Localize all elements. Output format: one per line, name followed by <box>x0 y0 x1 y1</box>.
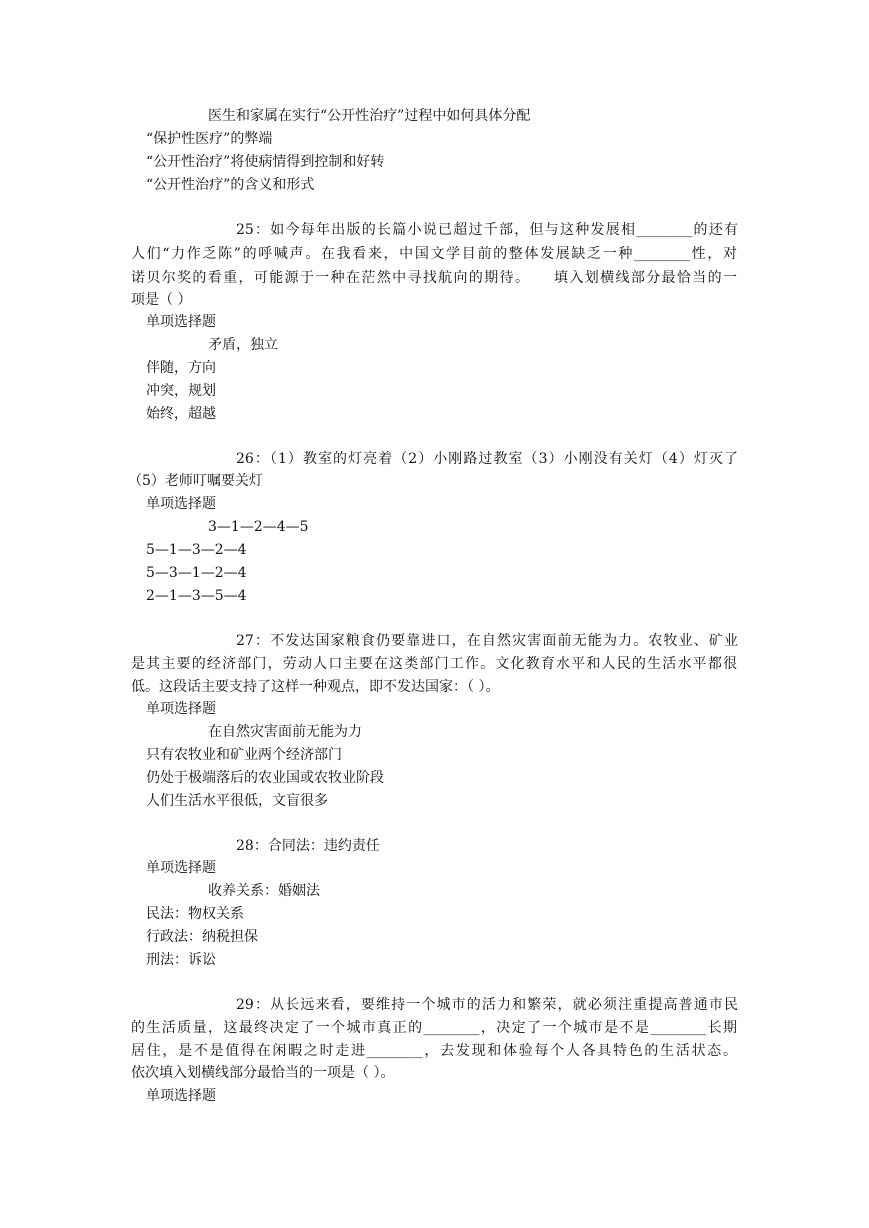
q25-stem-line-4: 项是（ ） <box>131 292 192 308</box>
q29-stem-line-2: 的生活质量，这最终决定了一个城市真正的________，决定了一个城市是不是________长期 <box>131 1020 737 1036</box>
q28-option-d: 刑法：诉讼 <box>146 952 216 968</box>
q29-question-type: 单项选择题 <box>146 1088 216 1104</box>
q26-stem-line-1: 26：（1）教室的灯亮着（2）小刚路过教室（3）小刚没有关灯（4）灯灭了 <box>236 451 738 467</box>
q25-option-b: 伴随，方向 <box>146 360 216 376</box>
q25-option-a: 矛盾，独立 <box>208 337 278 353</box>
q26-option-b: 5—1—3—2—4 <box>146 542 247 558</box>
q26-option-a: 3—1—2—4—5 <box>208 519 309 535</box>
q28-option-b: 民法：物权关系 <box>146 906 244 922</box>
q27-option-d: 人们生活水平很低，文盲很多 <box>146 793 328 809</box>
q25-stem-line-3: 诺贝尔奖的看重，可能源于一种在茫然中寻找航向的期待。 填入划横线部分最恰当的一 <box>131 270 737 286</box>
q28-question-type: 单项选择题 <box>146 860 216 876</box>
q27-question-type: 单项选择题 <box>146 701 216 717</box>
q29-stem-line-3: 居住，是不是值得在闲暇之时走进________，去发现和体验每个人各具特色的生活状态。 <box>131 1043 737 1059</box>
q25-option-d: 始终，超越 <box>146 406 216 422</box>
q27-stem-line-2: 是其主要的经济部门，劳动人口主要在这类部门工作。文化教育水平和人民的生活水平都很 <box>131 656 737 672</box>
q26-question-type: 单项选择题 <box>146 496 216 512</box>
q27-stem-line-3: 低。这段话主要支持了这样一种观点，即不发达国家：（ ）。 <box>131 679 500 695</box>
q24-option-c: “公开性治疗”将使病情得到控制和好转 <box>146 154 385 170</box>
q27-option-c: 仍处于极端落后的农业国或农牧业阶段 <box>146 770 384 786</box>
q28-stem-line-1: 28：合同法：违约责任 <box>236 838 380 854</box>
q26-option-d: 2—1—3—5—4 <box>146 588 247 604</box>
q29-stem-line-4: 依次填入划横线部分最恰当的一项是（ ）。 <box>131 1065 395 1081</box>
q28-option-c: 行政法：纳税担保 <box>146 929 258 945</box>
q26-stem-line-2: （5）老师叮嘱要关灯 <box>128 473 263 489</box>
q24-option-b: “保护性医疗”的弊端 <box>146 131 273 147</box>
q25-question-type: 单项选择题 <box>146 314 216 330</box>
q27-stem-line-1: 27：不发达国家粮食仍要靠进口，在自然灾害面前无能为力。农牧业、矿业 <box>236 633 738 649</box>
q24-option-a: 医生和家属在实行“公开性治疗”过程中如何具体分配 <box>208 108 531 124</box>
q26-option-c: 5—3—1—2—4 <box>146 565 247 581</box>
q27-option-b: 只有农牧业和矿业两个经济部门 <box>146 747 342 763</box>
q27-option-a: 在自然灾害面前无能为力 <box>208 724 362 740</box>
q29-stem-line-1: 29：从长远来看，要维持一个城市的活力和繁荣，就必须注重提高普通市民 <box>236 997 738 1013</box>
q25-option-c: 冲突，规划 <box>146 383 216 399</box>
q24-option-d: “公开性治疗”的含义和形式 <box>146 177 315 193</box>
q28-option-a: 收养关系：婚姻法 <box>208 883 320 899</box>
q25-stem-line-2: 人们“力作乏陈”的呼喊声。在我看来，中国文学目前的整体发展缺乏一种________性，对 <box>131 246 737 262</box>
q25-stem-line-1: 25：如今每年出版的长篇小说已超过千部，但与这种发展相________的还有 <box>236 222 738 238</box>
